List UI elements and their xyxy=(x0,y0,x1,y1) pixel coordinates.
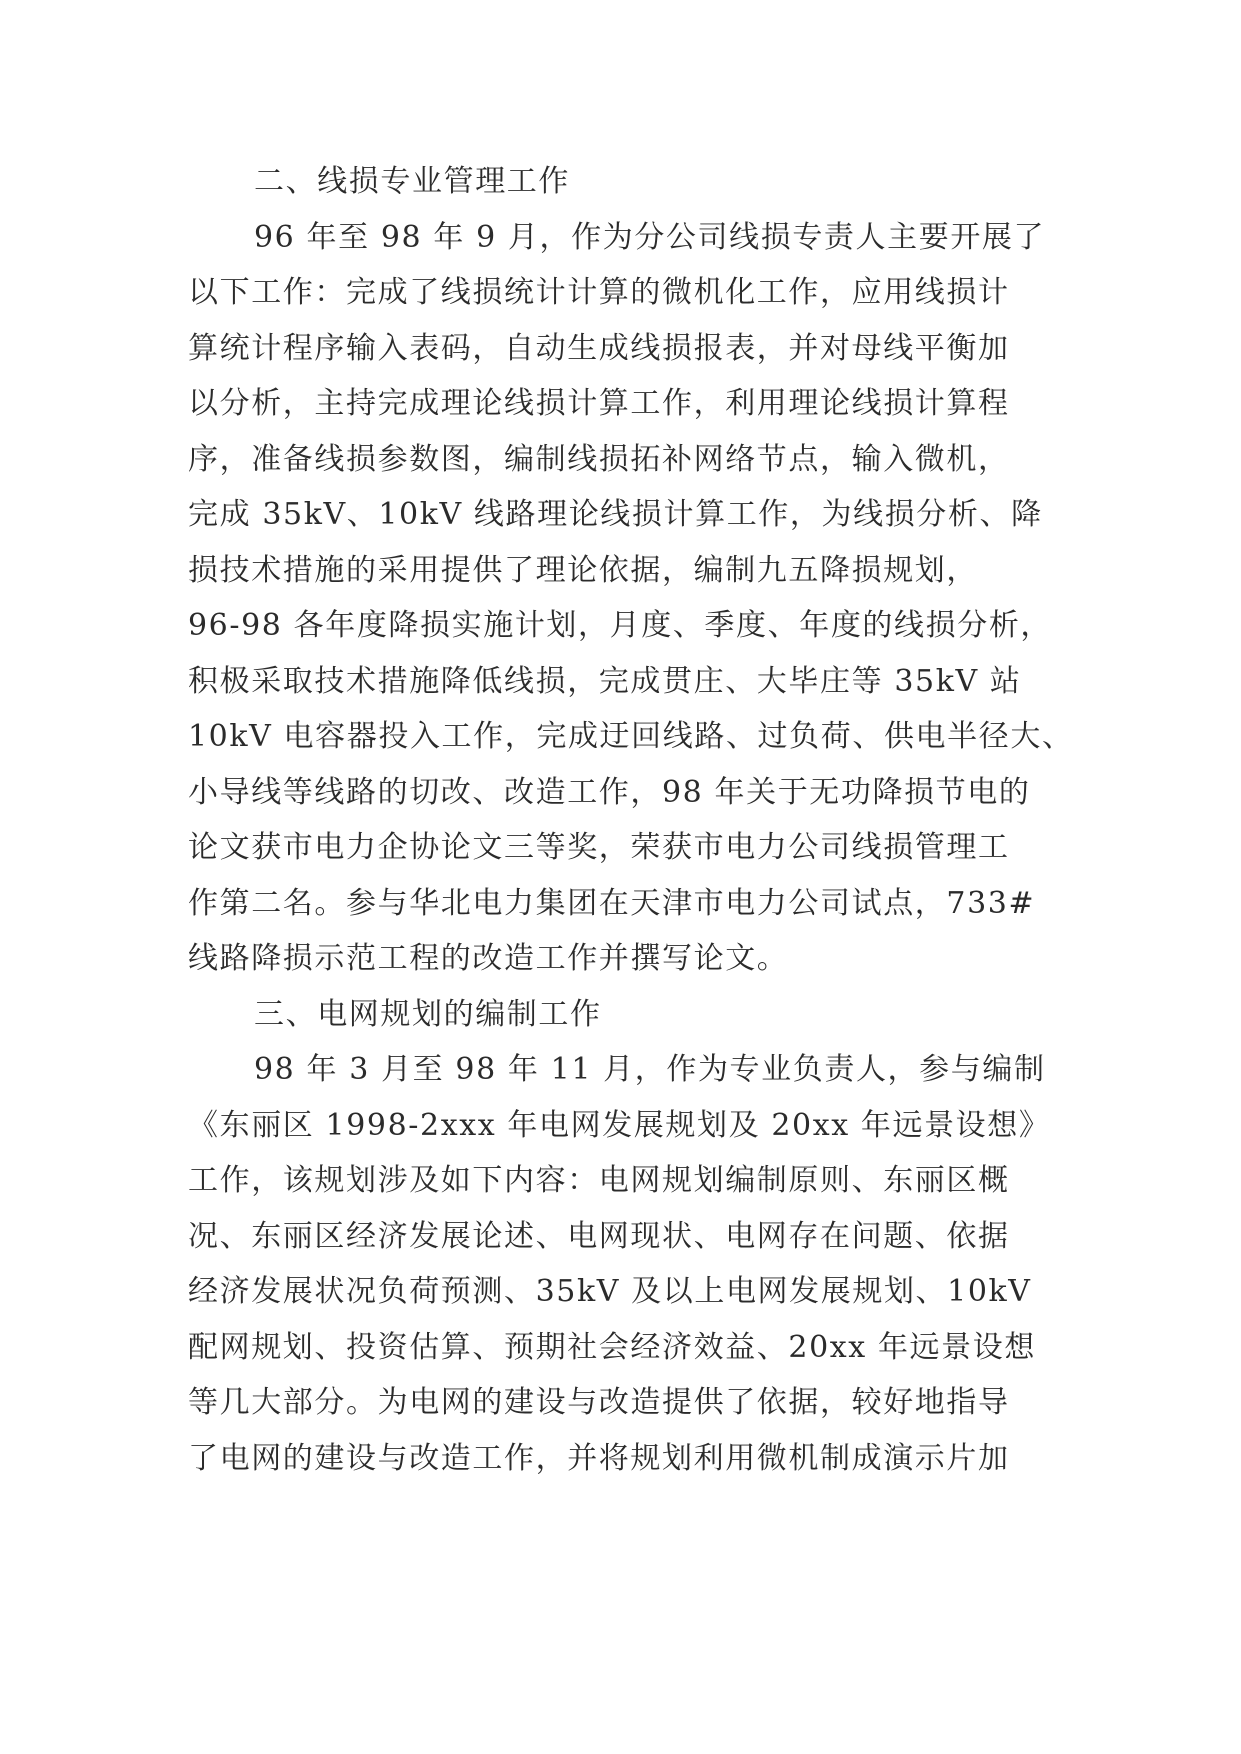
paragraph-line: 以下工作：完成了线损统计计算的微机化工作，应用线损计 xyxy=(188,275,1010,310)
section-heading-line-loss: 二、线损专业管理工作 xyxy=(254,164,570,199)
paragraph-line: 完成 35kV、10kV 线路理论线损计算工作，为线损分析、降 xyxy=(188,497,1043,532)
paragraph-line: 《东丽区 1998-2xxx 年电网发展规划及 20xx 年远景设想》 xyxy=(188,1107,1051,1143)
paragraph-line: 小导线等线路的切改、改造工作，98 年关于无功降损节电的 xyxy=(188,774,1031,810)
paragraph-line: 论文获市电力企协论文三等奖，荣获市电力公司线损管理工 xyxy=(188,830,1010,865)
paragraph-line: 了电网的建设与改造工作，并将规划利用微机制成演示片加 xyxy=(188,1440,1010,1476)
paragraph-line: 损技术措施的采用提供了理论依据，编制九五降损规划， xyxy=(188,552,978,588)
paragraph-line: 作第二名。参与华北电力集团在天津市电力公司试点，733# xyxy=(188,885,1036,921)
paragraph-line: 经济发展状况负荷预测、35kV 及以上电网发展规划、10kV xyxy=(188,1274,1032,1309)
paragraph-line: 线路降损示范工程的改造工作并撰写论文。 xyxy=(188,941,789,976)
paragraph-line: 98 年 3 月至 98 年 11 月，作为专业负责人，参与编制 xyxy=(254,1052,1046,1087)
section-heading-grid-planning: 三、电网规划的编制工作 xyxy=(254,996,602,1032)
paragraph-line: 10kV 电容器投入工作，完成迂回线路、过负荷、供电半径大、 xyxy=(188,719,1074,754)
paragraph-line: 序，准备线损参数图，编制线损拓补网络节点，输入微机， xyxy=(188,441,1010,477)
paragraph-line: 况、东丽区经济发展论述、电网现状、电网存在问题、依据 xyxy=(188,1218,1010,1254)
paragraph-line: 96-98 各年度降损实施计划，月度、季度、年度的线损分析， xyxy=(188,608,1053,643)
document-body xyxy=(188,154,1074,1486)
paragraph-line: 96 年至 98 年 9 月，作为分公司线损专责人主要开展了 xyxy=(254,219,1046,255)
paragraph-line: 积极采取技术措施降低线损，完成贯庄、大毕庄等 35kV 站 xyxy=(188,663,1022,699)
paragraph-line: 配网规划、投资估算、预期社会经济效益、20xx 年远景设想 xyxy=(188,1329,1036,1365)
paragraph-line: 算统计程序输入表码，自动生成线损报表，并对母线平衡加 xyxy=(188,330,1010,366)
paragraph-line: 以分析，主持完成理论线损计算工作，利用理论线损计算程 xyxy=(188,386,1010,421)
paragraph-line: 工作，该规划涉及如下内容：电网规划编制原则、东丽区概 xyxy=(188,1163,1010,1198)
paragraph-line: 等几大部分。为电网的建设与改造提供了依据，较好地指导 xyxy=(188,1385,1010,1420)
